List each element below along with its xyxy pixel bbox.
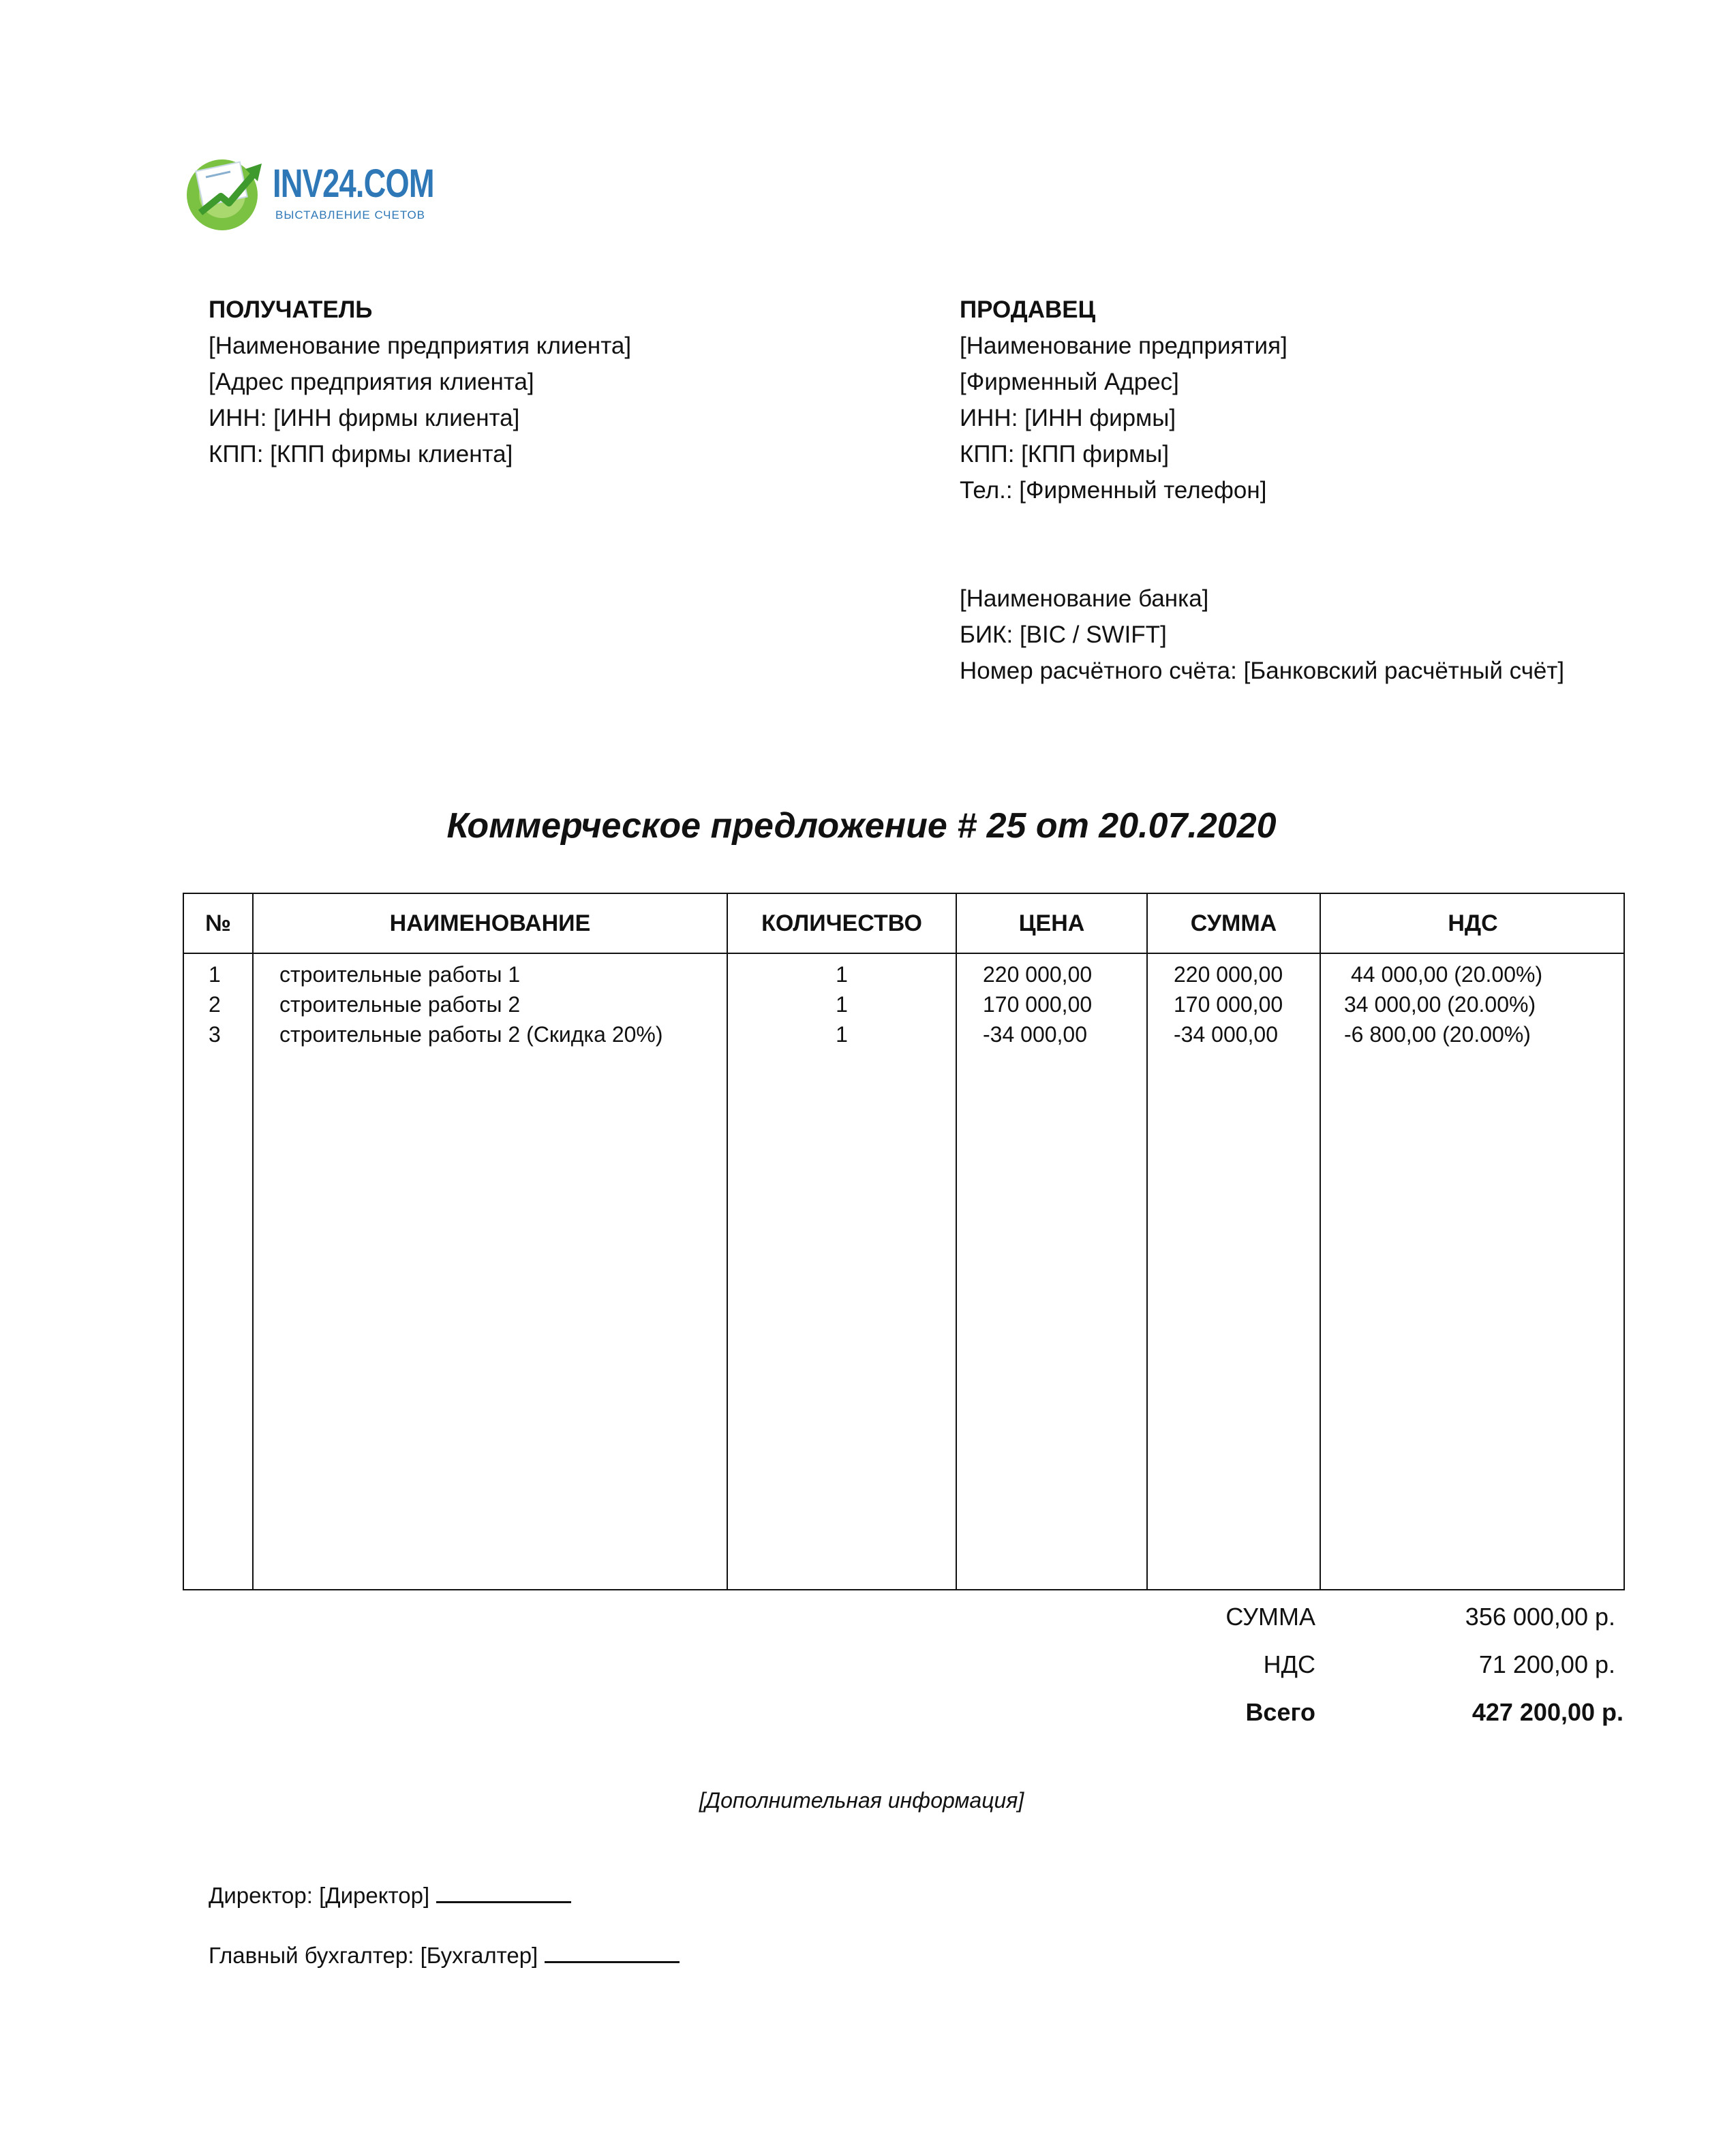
row-num: 3 bbox=[209, 1022, 221, 1047]
header-name: НАИМЕНОВАНИЕ bbox=[389, 910, 591, 936]
signature-line bbox=[545, 1941, 680, 1963]
row-qty: 1 bbox=[836, 992, 848, 1017]
row-price: 170 000,00 bbox=[983, 992, 1093, 1017]
table-row bbox=[184, 1019, 1623, 1049]
row-name: строительные работы 1 bbox=[279, 962, 521, 987]
recipient-kpp: КПП: [КПП фирмы клиента] bbox=[209, 441, 513, 467]
row-qty: 1 bbox=[836, 1022, 848, 1047]
director-label: Директор: [Директор] bbox=[209, 1883, 430, 1908]
seller-phone: Тел.: [Фирменный телефон] bbox=[960, 477, 1267, 504]
totals-sum-label: СУММА bbox=[1225, 1603, 1315, 1631]
row-sum: -34 000,00 bbox=[1174, 1022, 1279, 1047]
row-name: строительные работы 2 (Скидка 20%) bbox=[279, 1022, 663, 1047]
header-divider bbox=[184, 953, 1623, 954]
row-sum: 220 000,00 bbox=[1174, 962, 1283, 987]
seller-block bbox=[960, 292, 1287, 508]
header-num: № bbox=[205, 910, 231, 936]
director-signature bbox=[209, 1881, 571, 1909]
accountant-signature bbox=[209, 1941, 680, 1969]
seller-company: [Наименование предприятия] bbox=[960, 333, 1287, 359]
row-sum: 170 000,00 bbox=[1174, 992, 1283, 1017]
row-vat: 34 000,00 (20.00%) bbox=[1344, 992, 1536, 1017]
header-price: ЦЕНА bbox=[1018, 910, 1085, 936]
table-row bbox=[184, 989, 1623, 1019]
recipient-company: [Наименование предприятия клиента] bbox=[209, 333, 632, 359]
signature-line bbox=[436, 1881, 571, 1903]
row-qty: 1 bbox=[836, 962, 848, 987]
row-vat: 44 000,00 (20.00%) bbox=[1351, 962, 1543, 987]
recipient-heading: ПОЛУЧАТЕЛЬ bbox=[209, 296, 373, 323]
items-table bbox=[183, 893, 1625, 1590]
row-num: 1 bbox=[209, 962, 221, 987]
seller-inn: ИНН: [ИНН фирмы] bbox=[960, 405, 1176, 431]
seller-address: [Фирменный Адрес] bbox=[960, 369, 1179, 395]
row-vat: -6 800,00 (20.00%) bbox=[1344, 1022, 1531, 1047]
seller-heading: ПРОДАВЕЦ bbox=[960, 296, 1096, 323]
document-title: Коммерческое предложение # 25 от 20.07.2020 bbox=[446, 806, 1277, 846]
header-qty: КОЛИЧЕСТВО bbox=[761, 910, 922, 936]
accountant-label: Главный бухгалтер: [Бухгалтер] bbox=[209, 1943, 538, 1968]
totals-vat-value: 71 200,00 р. bbox=[1478, 1650, 1615, 1678]
row-name: строительные работы 2 bbox=[279, 992, 521, 1017]
recipient-inn: ИНН: [ИНН фирмы клиента] bbox=[209, 405, 520, 431]
company-logo bbox=[183, 149, 442, 230]
logo-wordmark: INV24.COM bbox=[273, 161, 434, 206]
bank-block bbox=[960, 581, 1564, 689]
table-row bbox=[184, 959, 1623, 989]
logo-tagline: ВЫСТАВЛЕНИЕ СЧЕТОВ bbox=[275, 209, 426, 221]
totals-vat-label: НДС bbox=[1263, 1650, 1315, 1678]
bank-name: [Наименование банка] bbox=[960, 585, 1209, 612]
totals-grand-label: Всего bbox=[1245, 1698, 1315, 1726]
totals-sum-value: 356 000,00 р. bbox=[1465, 1603, 1615, 1631]
additional-info: [Дополнительная информация] bbox=[699, 1788, 1024, 1813]
row-num: 2 bbox=[209, 992, 221, 1017]
bank-bic: БИК: [BIC / SWIFT] bbox=[960, 621, 1167, 648]
seller-kpp: КПП: [КПП фирмы] bbox=[960, 441, 1170, 467]
bank-account: Номер расчётного счёта: [Банковский расчётный счёт] bbox=[960, 658, 1565, 684]
totals-grand-value: 427 200,00 р. bbox=[1472, 1698, 1623, 1726]
row-price: 220 000,00 bbox=[983, 962, 1093, 987]
recipient-block bbox=[209, 292, 631, 472]
recipient-address: [Адрес предприятия клиента] bbox=[209, 369, 534, 395]
header-vat: НДС bbox=[1448, 910, 1498, 936]
header-sum: СУММА bbox=[1190, 910, 1277, 936]
document-arrow-logo-icon bbox=[183, 154, 267, 233]
row-price: -34 000,00 bbox=[983, 1022, 1088, 1047]
